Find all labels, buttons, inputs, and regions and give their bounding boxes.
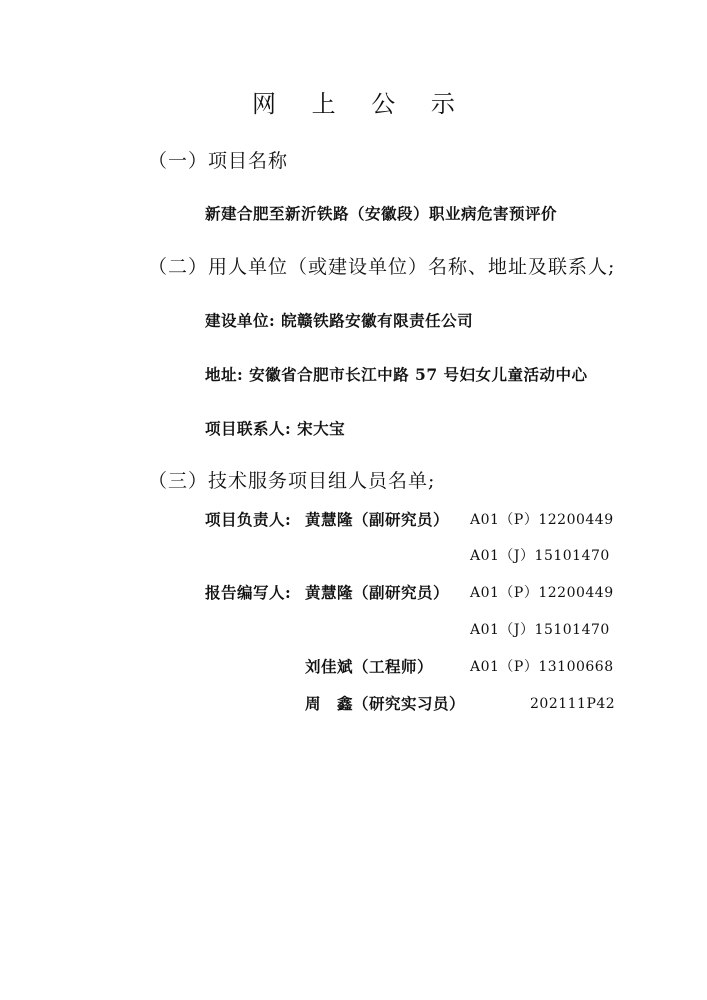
- section-2-heading: （二）用人单位（或建设单位）名称、地址及联系人;: [148, 256, 616, 278]
- contact-line: [205, 421, 345, 437]
- writer-2-name: 刘佳斌（工程师）: [305, 657, 434, 676]
- page-title: 网 上 公 示: [252, 90, 469, 118]
- address-line: [205, 367, 588, 383]
- contact-label: 项目联系人:: [205, 419, 292, 438]
- writer-1-code-1: A01（P）12200449: [470, 585, 614, 601]
- section-1-heading: （一）项目名称: [148, 150, 289, 172]
- unit-line: [205, 313, 473, 329]
- writer-3-name: 周 鑫（研究实习员）: [305, 694, 466, 713]
- unit-value: 皖赣铁路安徽有限责任公司: [281, 311, 474, 330]
- writer-1-name: 黄慧隆（副研究员）: [305, 583, 450, 602]
- writer-2-code-1: A01（P）13100668: [470, 659, 614, 675]
- leader-code-1: A01（P）12200449: [470, 512, 614, 528]
- writer-label: 报告编写人:: [205, 583, 292, 602]
- writer-1-code-2: A01（J）15101470: [470, 622, 610, 638]
- section-3-heading: （三）技术服务项目组人员名单;: [148, 470, 436, 492]
- writer-3-code-1: 202111P42: [530, 696, 616, 712]
- address-value: 安徽省合肥市长江中路 57 号妇女儿童活动中心: [249, 365, 588, 384]
- project-name: 新建合肥至新沂铁路（安徽段）职业病危害预评价: [205, 204, 558, 223]
- address-label: 地址:: [205, 365, 244, 384]
- leader-label: 项目负责人:: [205, 510, 292, 529]
- leader-code-2: A01（J）15101470: [470, 548, 610, 564]
- unit-label: 建设单位:: [205, 311, 276, 330]
- leader-name: 黄慧隆（副研究员）: [305, 510, 450, 529]
- contact-value: 宋大宝: [297, 419, 346, 438]
